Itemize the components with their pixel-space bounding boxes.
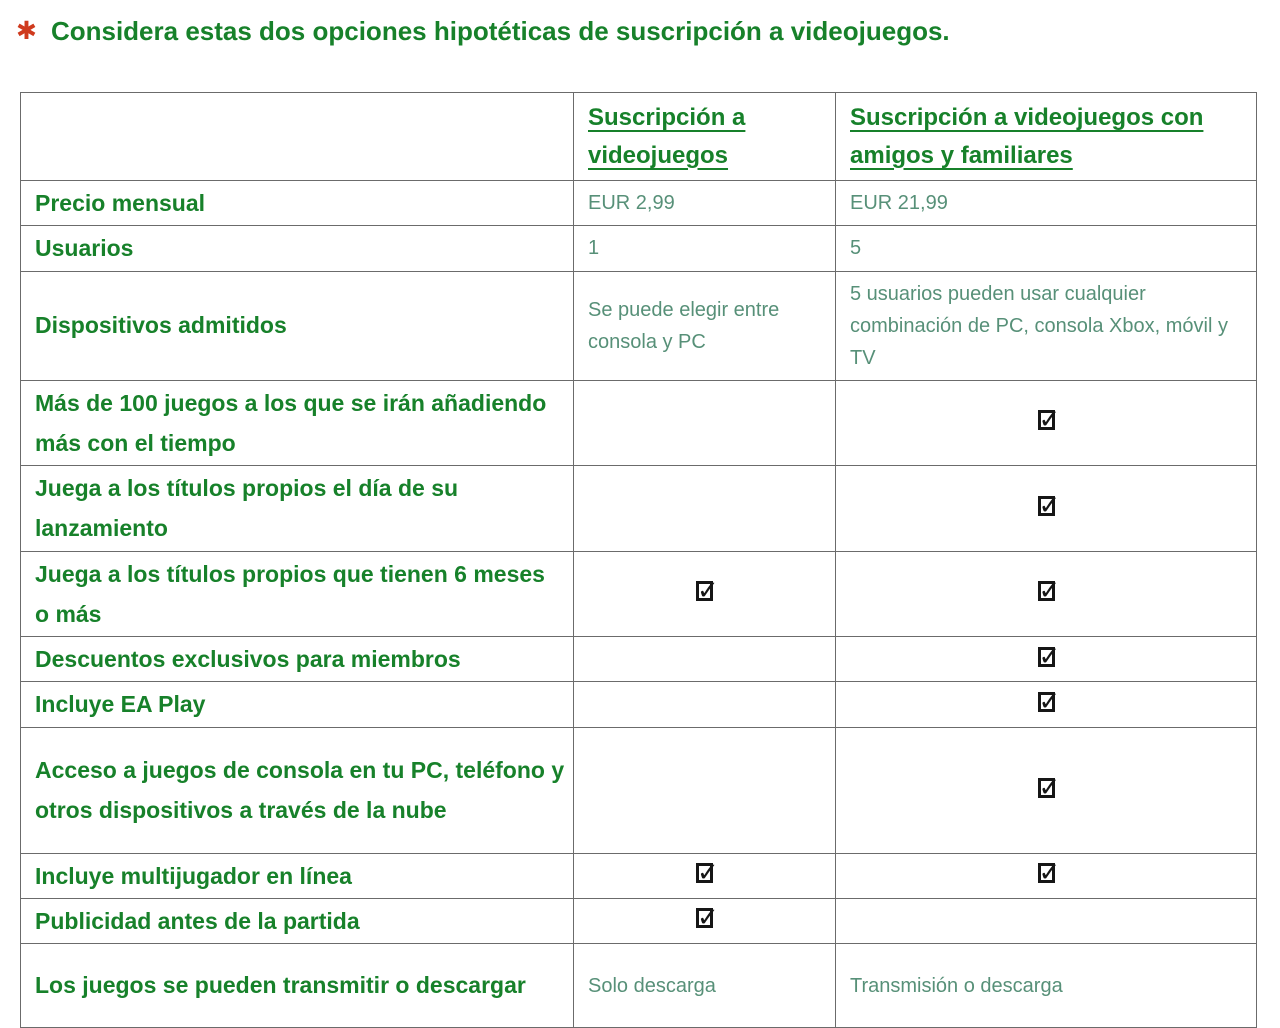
table-row-usuarios bbox=[21, 226, 1257, 271]
table-row-acceso-nube bbox=[21, 727, 1257, 853]
subscription-comparison-table bbox=[20, 92, 1257, 1028]
plan2-value: EUR 21,99 bbox=[836, 181, 1257, 226]
table-row-dispositivos bbox=[21, 271, 1257, 380]
checkbox-icon bbox=[696, 496, 713, 516]
plan1-value: Se puede elegir entre consola y PC bbox=[574, 271, 836, 380]
plan2-checkbox-cell bbox=[836, 727, 1257, 853]
plan2-checkbox-cell bbox=[836, 853, 1257, 898]
row-label: Descuentos exclusivos para miembros bbox=[21, 637, 574, 682]
row-label: Más de 100 juegos a los que se irán añadiendo más con el tiempo bbox=[21, 380, 574, 466]
row-label: Acceso a juegos de consola en tu PC, teléfono y otros dispositivos a través de la nube bbox=[21, 727, 574, 853]
row-label: Juega a los títulos propios el día de su lanzamiento bbox=[21, 466, 574, 552]
checkbox-icon bbox=[696, 410, 713, 430]
question-title bbox=[16, 14, 1256, 48]
table-row-transmitir-descargar bbox=[21, 944, 1257, 1028]
plan1-checkbox-cell bbox=[574, 380, 836, 466]
table-row-publicidad bbox=[21, 898, 1257, 943]
header-row bbox=[21, 93, 1257, 181]
row-label: Incluye EA Play bbox=[21, 682, 574, 727]
checked-checkbox-icon bbox=[696, 863, 713, 883]
table-row-descuentos bbox=[21, 637, 1257, 682]
checked-checkbox-icon bbox=[1038, 863, 1055, 883]
row-label: Dispositivos admitidos bbox=[21, 271, 574, 380]
checked-checkbox-icon bbox=[1038, 496, 1055, 516]
checked-checkbox-icon bbox=[696, 908, 713, 928]
checkbox-icon bbox=[696, 647, 713, 667]
plan2-value: 5 usuarios pueden usar cualquier combinación de PC, consola Xbox, móvil y TV bbox=[836, 271, 1257, 380]
plan2-checkbox-cell bbox=[836, 551, 1257, 637]
plan2-checkbox-cell bbox=[836, 466, 1257, 552]
plan1-checkbox-cell bbox=[574, 466, 836, 552]
checked-checkbox-icon bbox=[1038, 778, 1055, 798]
row-label: Juega a los títulos propios que tienen 6 meses o más bbox=[21, 551, 574, 637]
checked-checkbox-icon bbox=[696, 581, 713, 601]
checkbox-icon bbox=[1038, 908, 1055, 928]
plan1-value: Solo descarga bbox=[574, 944, 836, 1028]
plan1-checkbox-cell bbox=[574, 551, 836, 637]
row-label: Usuarios bbox=[21, 226, 574, 271]
plan2-checkbox-cell bbox=[836, 637, 1257, 682]
plan1-checkbox-cell bbox=[574, 898, 836, 943]
plan2-checkbox-cell bbox=[836, 682, 1257, 727]
table-row-precio bbox=[21, 181, 1257, 226]
row-label: Precio mensual bbox=[21, 181, 574, 226]
required-asterisk-icon: ✱ bbox=[16, 17, 37, 45]
table-row-titulos-lanzamiento bbox=[21, 466, 1257, 552]
row-label: Incluye multijugador en línea bbox=[21, 853, 574, 898]
plan2-checkbox-cell bbox=[836, 898, 1257, 943]
plan2-value: Transmisión o descarga bbox=[836, 944, 1257, 1028]
plan1-checkbox-cell bbox=[574, 637, 836, 682]
plan1-checkbox-cell bbox=[574, 727, 836, 853]
plan1-value: EUR 2,99 bbox=[574, 181, 836, 226]
checked-checkbox-icon bbox=[1038, 692, 1055, 712]
checked-checkbox-icon bbox=[1038, 581, 1055, 601]
checkbox-icon bbox=[696, 692, 713, 712]
page-title: Considera estas dos opciones hipotéticas de suscripción a videojuegos. bbox=[50, 16, 950, 46]
table-row-multijugador bbox=[21, 853, 1257, 898]
corner-cell bbox=[21, 93, 574, 181]
plan2-value: 5 bbox=[836, 226, 1257, 271]
checked-checkbox-icon bbox=[1038, 410, 1055, 430]
table-row-ea-play bbox=[21, 682, 1257, 727]
plan1-checkbox-cell bbox=[574, 853, 836, 898]
checked-checkbox-icon bbox=[1038, 647, 1055, 667]
table-row-mas-de-100-juegos bbox=[21, 380, 1257, 466]
column-header-plan1: Suscripción a videojuegos bbox=[574, 93, 836, 181]
plan1-value: 1 bbox=[574, 226, 836, 271]
column-header-plan2: Suscripción a videojuegos con amigos y familiares bbox=[836, 93, 1257, 181]
plan1-checkbox-cell bbox=[574, 682, 836, 727]
row-label: Los juegos se pueden transmitir o descargar bbox=[21, 944, 574, 1028]
checkbox-icon bbox=[696, 778, 713, 798]
plan2-checkbox-cell bbox=[836, 380, 1257, 466]
table-row-titulos-6-meses bbox=[21, 551, 1257, 637]
row-label: Publicidad antes de la partida bbox=[21, 898, 574, 943]
